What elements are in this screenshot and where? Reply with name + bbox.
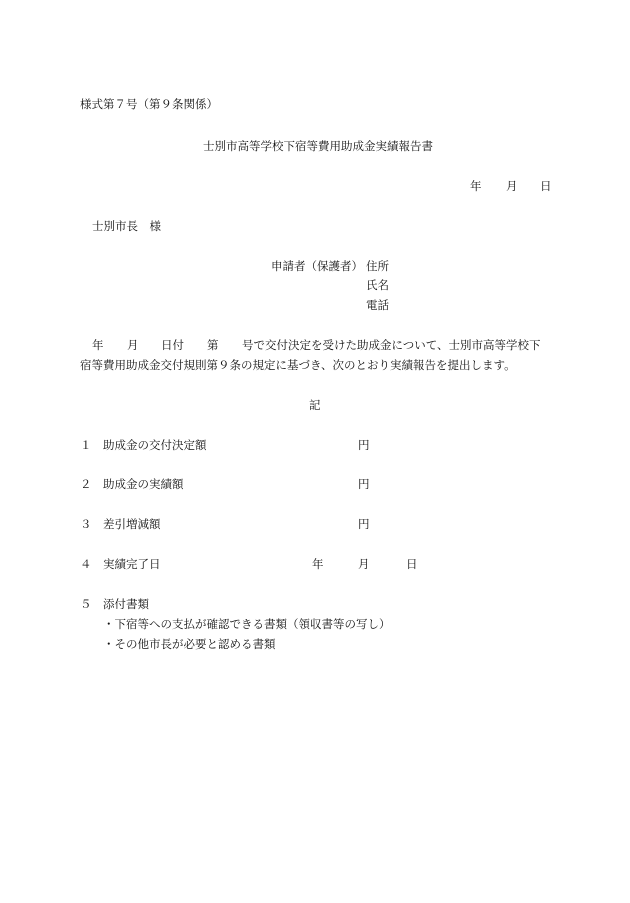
item4-day: 日	[406, 557, 418, 571]
body-line2: 宿等費用助成金交付規則第９条の規定に基づき、次のとおり実績報告を提出します。	[80, 358, 516, 372]
date-month: 月	[506, 179, 518, 193]
date-day: 日	[540, 179, 552, 193]
item-unit: 円	[358, 517, 370, 531]
attachment-bullet-2: ・その他市長が必要と認める書類	[103, 637, 276, 651]
item-number: ２	[80, 477, 92, 491]
applicant-label: 申請者（保護者）	[271, 259, 363, 273]
body-year: 年	[92, 338, 104, 352]
applicant-name-label: 氏名	[366, 278, 389, 292]
ki-heading: 記	[309, 398, 321, 412]
item-label: 実績完了日	[103, 557, 161, 571]
item-unit: 円	[358, 438, 370, 452]
item-label: 助成金の交付決定額	[103, 438, 207, 452]
body-day: 日付	[161, 338, 184, 352]
item-number: ５	[80, 597, 92, 611]
form-number: 様式第７号（第９条関係）	[80, 97, 218, 111]
applicant-address-label: 住所	[366, 259, 389, 273]
body-no: 第	[207, 338, 219, 352]
body-line1-rest: 号で交付決定を受けた助成金について、士別市高等学校下	[242, 338, 541, 352]
item-unit: 円	[358, 477, 370, 491]
attachment-bullet-1: ・下宿等への支払が確認できる書類（領収書等の写し）	[103, 617, 391, 631]
item-label: 添付書類	[103, 597, 149, 611]
date-year: 年	[470, 179, 482, 193]
document-title: 士別市高等学校下宿等費用助成金実績報告書	[203, 139, 433, 153]
item-number: ３	[80, 517, 92, 531]
item-label: 助成金の実績額	[103, 477, 184, 491]
item4-month: 月	[358, 557, 370, 571]
item-number: ４	[80, 557, 92, 571]
applicant-phone-label: 電話	[366, 298, 389, 312]
item-number: １	[80, 438, 92, 452]
body-month: 月	[127, 338, 139, 352]
item-label: 差引増減額	[103, 517, 161, 531]
addressee: 士別市長 様	[92, 219, 161, 233]
item4-year: 年	[312, 557, 324, 571]
